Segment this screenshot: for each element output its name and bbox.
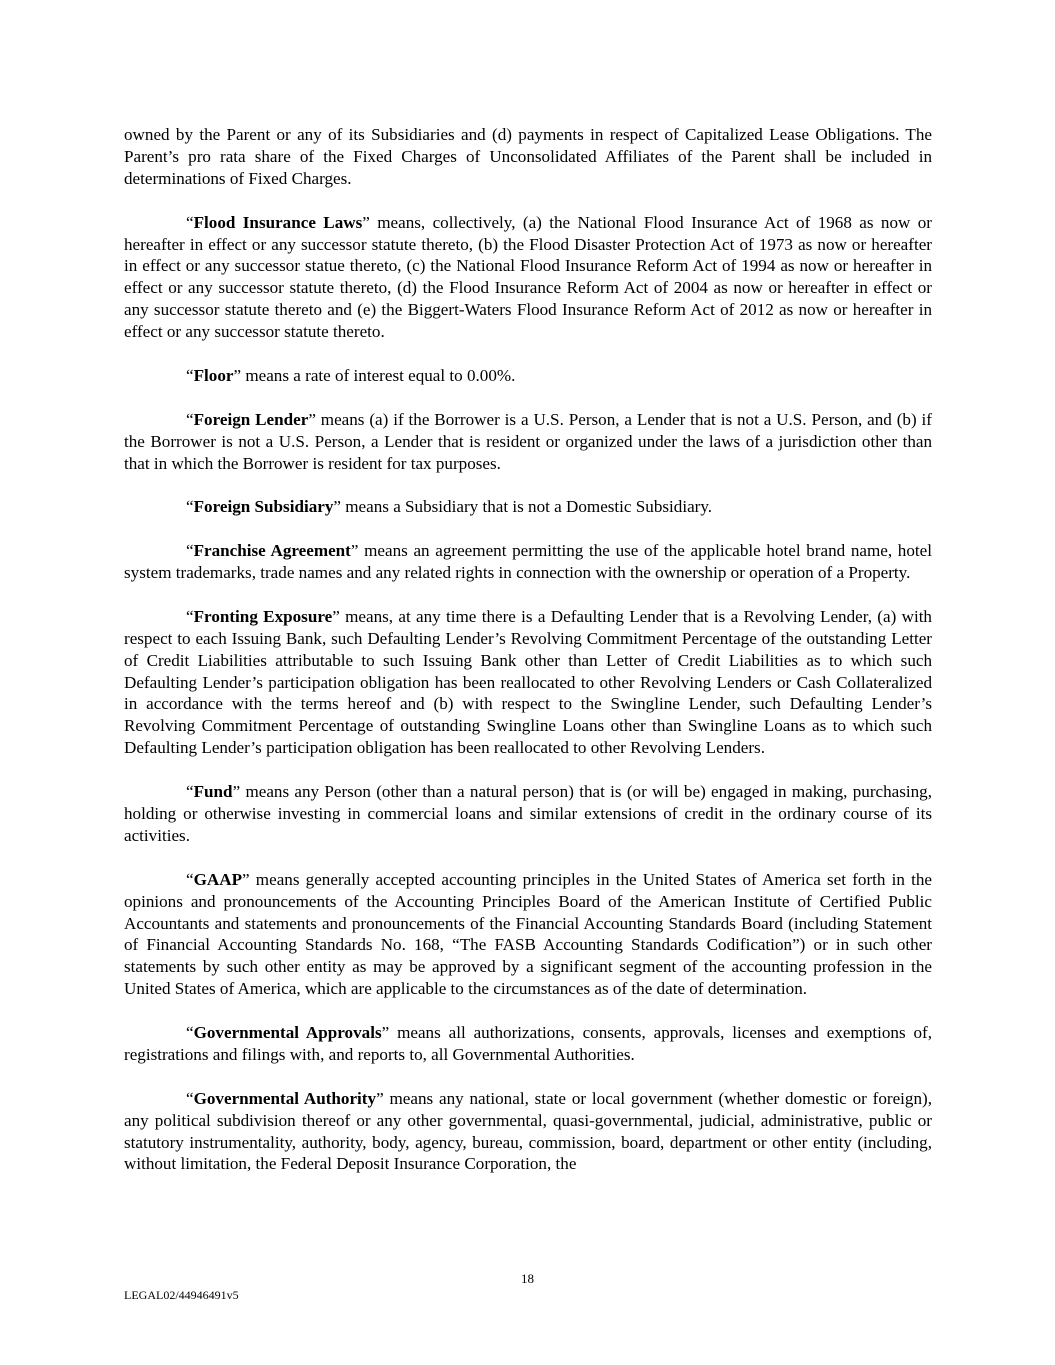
definition-text: ” means any national, state or local government (whether domestic or foreign), any political subdivision thereof or any other governmental, quasi-governmental, judicial, administrative, public or statutory instrumentality, authority, body, agency, bureau, commission, board, department or other entity (including, without limitation, the Federal Deposit Insurance Corporation, the [124, 1088, 932, 1174]
definition-fund [124, 781, 932, 847]
definition-gaap [124, 869, 932, 1000]
defined-term: Foreign Subsidiary [193, 497, 334, 517]
defined-term: Floor [193, 365, 234, 385]
defined-term: Franchise Agreement [193, 541, 351, 561]
definition-fronting-exposure [124, 606, 932, 759]
open-quote: “ [186, 212, 194, 232]
definition-text: ” means a rate of interest equal to 0.00%. [233, 365, 516, 385]
definition-floor [124, 365, 932, 387]
open-quote: “ [186, 782, 194, 802]
defined-term: GAAP [193, 869, 243, 889]
definition-text: ” means (a) if the Borrower is a U.S. Person, a Lender that is not a U.S. Person, and (b) if the Borrower is not a U.S. Person, a Lender that is resident or organized under the laws of a jurisdiction other than that in which the Borrower is resident for tax purposes. [124, 409, 932, 473]
definition-text: ” means, collectively, (a) the National Flood Insurance Act of 1968 as now or hereafter in effect or any successor statute thereto, (b) the Flood Disaster Protection Act of 1973 as now or hereafter in effect or any successor statue thereto, (c) the National Flood Insurance Reform Act of 1994 as now or hereafter in effect or any successor statute thereto, (d) the Flood Insurance Reform Act of 2004 as now or hereafter in effect or any successor statute thereto and (e) the Biggert-Waters Flood Insurance Reform Act of 2012 as now or hereafter in effect or any successor statute thereto. [124, 212, 932, 342]
definition-foreign-subsidiary [124, 496, 932, 518]
definition-governmental-approvals [124, 1022, 932, 1066]
definition-text: ” means generally accepted accounting principles in the United States of America set forth in the opinions and pronouncements of the Accounting Principles Board of the American Institute of Certified Public Accountants and statements and pronouncements of the Financial Accounting Standards Board (including Statement of Financial Accounting Standards No. 168, “The FASB Accounting Standards Codification”) or in such other statements by such other entity as may be approved by a significant segment of the accounting profession in the United States of America, which are applicable to the circumstances as of the date of determination. [124, 869, 932, 999]
definition-text: ” means all authorizations, consents, approvals, licenses and exemptions of, registrations and filings with, and reports to, all Governmental Authorities. [124, 1023, 932, 1064]
open-quote: “ [186, 365, 194, 385]
defined-term: Fund [193, 782, 233, 802]
defined-term: Governmental Approvals [193, 1023, 382, 1043]
definition-governmental-authority [124, 1088, 932, 1176]
page-number: 18 [521, 1271, 534, 1286]
defined-term: Fronting Exposure [193, 606, 333, 626]
document-id: LEGAL02/44946491v5 [124, 1288, 239, 1302]
open-quote: “ [186, 606, 194, 626]
open-quote: “ [186, 409, 194, 429]
open-quote: “ [186, 869, 194, 889]
definition-text: ” means any Person (other than a natural person) that is (or will be) engaged in making, purchasing, holding or otherwise investing in commercial loans and similar extensions of credit in the ordinary course of its activities. [124, 782, 932, 845]
definition-flood-insurance-laws [124, 212, 932, 343]
definition-text: ” means a Subsidiary that is not a Domestic Subsidiary. [333, 497, 713, 517]
definition-franchise-agreement [124, 540, 932, 584]
definition-foreign-lender [124, 409, 932, 475]
continuation-paragraph: owned by the Parent or any of its Subsidiaries and (d) payments in respect of Capitalized Lease Obligations. The Parent’s pro rata share of the Fixed Charges of Unconsolidated Affiliates of the Parent shall be included in determinations of Fixed Charges. [124, 125, 932, 188]
open-quote: “ [186, 497, 194, 517]
definition-text: ” means, at any time there is a Defaulting Lender that is a Revolving Lender, (a) with respect to each Issuing Bank, such Defaulting Lender’s Revolving Commitment Percentage of the outstanding Letter of Credit Liabilities attributable to such Issuing Bank other than Letter of Credit Liabilities as to which such Defaulting Lender’s participation obligation has been reallocated to other Revolving Lenders or Cash Collateralized in accordance with the terms hereof and (b) with respect to the Swingline Lender, such Defaulting Lender’s Revolving Commitment Percentage of outstanding Swingline Loans other than Swingline Loans as to which such Defaulting Lender’s participation obligation has been reallocated to other Revolving Lenders. [124, 606, 932, 758]
open-quote: “ [186, 541, 194, 561]
defined-term: Governmental Authority [193, 1088, 377, 1108]
document-body [124, 124, 932, 1197]
definition-text: ” means an agreement permitting the use of the applicable hotel brand name, hotel system trademarks, trade names and any related rights in connection with the ownership or operation of a Property. [124, 541, 932, 583]
open-quote: “ [186, 1088, 194, 1108]
defined-term: Flood Insurance Laws [193, 212, 363, 232]
defined-term: Foreign Lender [193, 409, 309, 429]
open-quote: “ [186, 1023, 194, 1043]
